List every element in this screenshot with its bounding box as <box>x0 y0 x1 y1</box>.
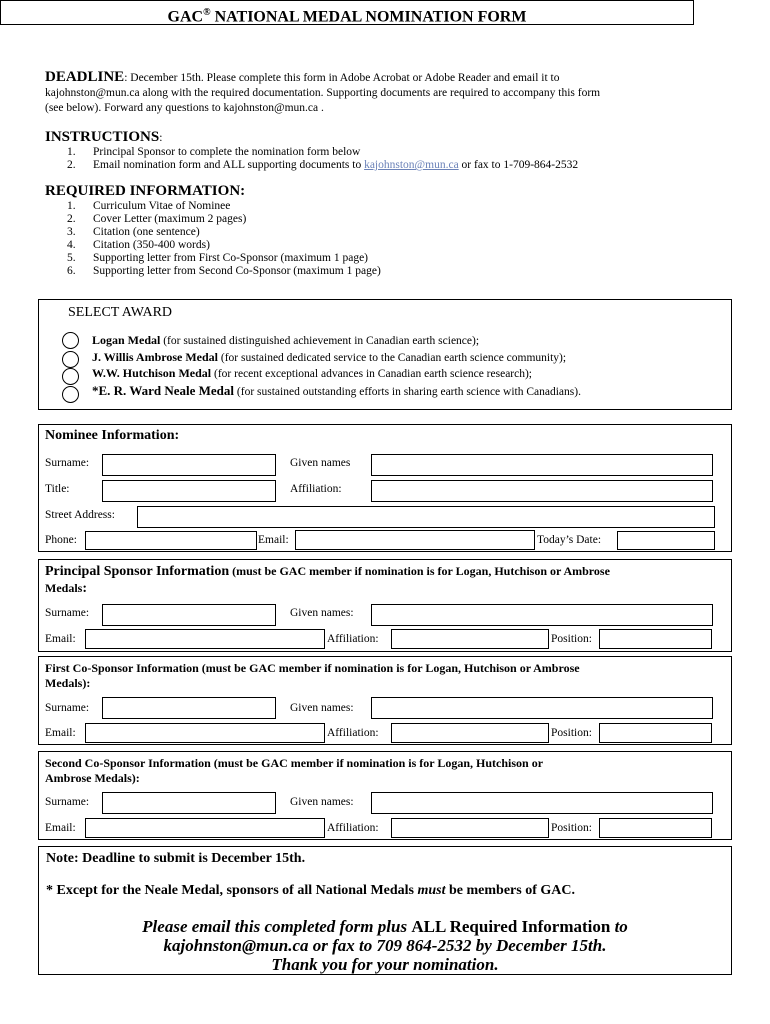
note-box <box>38 846 732 975</box>
second-cosponsor-section <box>38 751 732 840</box>
first-cosponsor-section <box>38 656 732 745</box>
email-link[interactable]: kajohnston@mun.ca <box>364 159 459 171</box>
cosponsor1-position-label: Position: <box>551 727 592 739</box>
deadline-heading: DEADLINE <box>45 69 125 85</box>
nominee-given-label: Given names <box>290 457 351 469</box>
nominee-date-input[interactable] <box>617 531 715 550</box>
cosponsor2-email-input[interactable] <box>85 818 325 838</box>
cosponsor1-position-input[interactable] <box>599 723 712 743</box>
principal-email-input[interactable] <box>85 629 325 649</box>
required-info-section <box>45 183 745 278</box>
principal-position-input[interactable] <box>599 629 712 649</box>
nominee-street-input[interactable] <box>137 506 715 528</box>
cosponsor1-email-label: Email: <box>45 727 76 739</box>
principal-given-label: Given names: <box>290 607 354 619</box>
nominee-affiliation-label: Affiliation: <box>290 483 342 495</box>
select-award-heading: SELECT AWARD <box>68 305 173 320</box>
principal-email-label: Email: <box>45 633 76 645</box>
nominee-phone-label: Phone: <box>45 534 77 546</box>
logan-medal-radio[interactable] <box>62 332 79 349</box>
instruction-item: 2. Email nomination form and ALL supporting documents to kajohnston@mun.ca or fax to 1-709-864-2532 <box>67 159 579 171</box>
principal-given-input[interactable] <box>371 604 713 626</box>
nominee-surname-input[interactable] <box>102 454 276 476</box>
hutchison-medal-radio[interactable] <box>62 368 79 385</box>
cosponsor2-position-input[interactable] <box>599 818 712 838</box>
required-item: 6. Supporting letter from Second Co-Sponsor (maximum 1 page) <box>67 265 381 277</box>
cosponsor1-affiliation-label: Affiliation: <box>327 727 379 739</box>
principal-affiliation-label: Affiliation: <box>327 633 379 645</box>
cosponsor2-given-label: Given names: <box>290 796 354 808</box>
award-option-ambrose: J. Willis Ambrose Medal (for sustained dedicated service to the Canadian earth science community); <box>92 350 567 364</box>
ambrose-medal-radio[interactable] <box>62 351 79 368</box>
cosponsor1-affiliation-input[interactable] <box>391 723 549 743</box>
membership-note: * Except for the Neale Medal, sponsors of all National Medals must be members of GAC. <box>46 883 575 898</box>
second-cosponsor-heading: Second Co-Sponsor Information (must be GAC member if nomination is for Logan, Hutchison or Ambrose Medals): <box>45 756 544 785</box>
nominee-surname-label: Surname: <box>45 457 90 469</box>
nominee-phone-input[interactable] <box>85 531 257 550</box>
required-info-heading: REQUIRED INFORMATION: <box>45 183 246 199</box>
required-item: 3. Citation (one sentence) <box>67 226 200 238</box>
nominee-title-input[interactable] <box>102 480 276 502</box>
nominee-section <box>38 424 732 552</box>
principal-surname-input[interactable] <box>102 604 276 626</box>
cosponsor2-given-input[interactable] <box>371 792 713 814</box>
cosponsor2-surname-label: Surname: <box>45 796 90 808</box>
required-item: 5. Supporting letter from First Co-Sponsor (maximum 1 page) <box>67 252 369 264</box>
deadline-paragraph: DEADLINE: December 15th. Please complete this form in Adobe Acrobat or Adobe Reader and email it to kajohnston@mun.ca along with the required documentation. Supporting documents are required to accompany this form (see below). Forward any questions to kajohnston@mun.ca . <box>45 69 601 114</box>
form-title: GAC® NATIONAL MEDAL NOMINATION FORM <box>0 0 694 25</box>
cosponsor2-email-label: Email: <box>45 822 76 834</box>
award-option-neale: *E. R. Ward Neale Medal (for sustained outstanding efforts in sharing earth science with Canadians). <box>92 383 581 398</box>
cosponsor2-surname-input[interactable] <box>102 792 276 814</box>
nominee-heading: Nominee Information: <box>45 428 180 443</box>
cosponsor2-position-label: Position: <box>551 822 592 834</box>
nominee-email-label: Email: <box>258 534 289 546</box>
principal-surname-label: Surname: <box>45 607 90 619</box>
award-option-hutchison: W.W. Hutchison Medal (for recent exceptional advances in Canadian earth science research); <box>92 366 533 380</box>
deadline-note: Note: Deadline to submit is December 15th. <box>46 851 306 866</box>
principal-affiliation-input[interactable] <box>391 629 549 649</box>
closing-message: Please email this completed form plus ALL Required Information to kajohnston@mun.ca or fax to 709 864-2532 by December 15th. Thank you for your nomination. <box>142 917 628 974</box>
principal-sponsor-section <box>38 559 732 652</box>
nominee-title-label: Title: <box>45 483 70 495</box>
first-cosponsor-heading: First Co-Sponsor Information (must be GAC member if nomination is for Logan, Hutchison or Ambrose Medals): <box>45 661 580 690</box>
cosponsor2-affiliation-input[interactable] <box>391 818 549 838</box>
cosponsor1-given-label: Given names: <box>290 702 354 714</box>
required-item: 4. Citation (350-400 words) <box>67 239 210 251</box>
nominee-email-input[interactable] <box>295 530 535 550</box>
principal-position-label: Position: <box>551 633 592 645</box>
cosponsor1-given-input[interactable] <box>371 697 713 719</box>
required-item: 1. Curriculum Vitae of Nominee <box>67 200 231 212</box>
neale-medal-radio[interactable] <box>62 386 79 403</box>
nominee-given-input[interactable] <box>371 454 713 476</box>
nominee-affiliation-input[interactable] <box>371 480 713 502</box>
cosponsor1-surname-input[interactable] <box>102 697 276 719</box>
principal-heading: Principal Sponsor Information (must be GAC member if nomination is for Logan, Hutchison or Ambrose Medals: <box>45 564 610 596</box>
required-item: 2. Cover Letter (maximum 2 pages) <box>67 213 247 225</box>
nominee-street-label: Street Address: <box>45 509 115 521</box>
cosponsor2-affiliation-label: Affiliation: <box>327 822 379 834</box>
instructions-heading: INSTRUCTIONS <box>45 129 160 145</box>
select-award-box <box>38 299 732 410</box>
award-option-logan: Logan Medal (for sustained distinguished achievement in Canadian earth science); <box>92 333 480 347</box>
cosponsor1-email-input[interactable] <box>85 723 325 743</box>
cosponsor1-surname-label: Surname: <box>45 702 90 714</box>
instructions-section: INSTRUCTIONS: 1. Principal Sponsor to complete the nomination form below 2. Email nomination form and ALL supporting documents to kajohnston@mun.ca or fax to 1-709-864-2532 <box>45 128 745 172</box>
nominee-date-label: Today’s Date: <box>537 534 602 546</box>
instruction-item: 1. Principal Sponsor to complete the nomination form below <box>67 146 361 158</box>
